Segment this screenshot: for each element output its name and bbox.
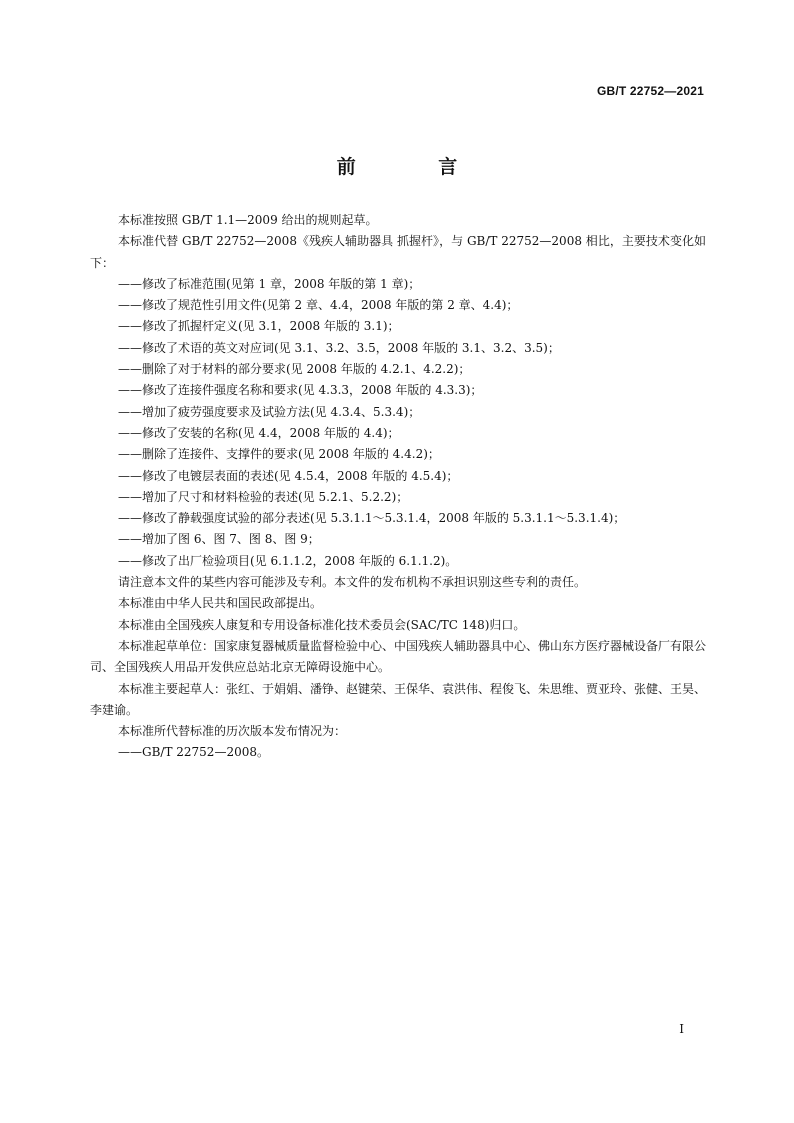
paragraph-patent-notice: 请注意本文件的某些内容可能涉及专利。本文件的发布机构不承担识别这些专利的责任。	[118, 575, 587, 590]
page-number: I	[679, 1022, 684, 1036]
list-item: ——修改了术语的英文对应词(见 3.1、3.2、3.5，2008 年版的 3.1、3.2、3.5)；	[118, 340, 560, 355]
list-item: ——修改了静载强度试验的部分表述(见 5.3.1.1～5.3.1.4，2008 年版的 5.3.1.1～5.3.1.4)；	[118, 511, 626, 526]
history-item: ——GB/T 22752—2008。	[118, 745, 269, 760]
list-item: ——修改了标准范围(见第 1 章，2008 年版的第 1 章)；	[118, 276, 421, 291]
list-item: ——增加了尺寸和材料检验的表述(见 5.2.1、5.2.2)；	[118, 489, 409, 504]
list-item: ——删除了连接件、支撑件的要求(见 2008 年版的 4.4.2)；	[118, 447, 440, 462]
list-item: ——增加了疲劳强度要求及试验方法(见 4.3.4、5.3.4)；	[118, 404, 421, 419]
list-item: ——修改了规范性引用文件(见第 2 章、4.4，2008 年版的第 2 章、4.4)；	[118, 298, 519, 313]
list-item: ——删除了对于材料的部分要求(见 2008 年版的 4.2.1、4.2.2)；	[118, 362, 471, 377]
paragraph-drafting-units: 本标准起草单位：国家康复器械质量监督检验中心、中国残疾人辅助器具中心、佛山东方医疗器械设备厂有限公司、全国残疾人用品开发供应总站北京无障碍设施中心。	[90, 638, 707, 675]
paragraph-history: 本标准所代替标准的历次版本发布情况为：	[118, 724, 347, 739]
paragraph-drafting-rules: 本标准按照 GB/T 1.1—2009 给出的规则起草。	[118, 213, 378, 227]
list-item: ——修改了连接件强度名称和要求(见 4.3.3，2008 年版的 4.3.3)；	[118, 383, 483, 398]
list-item: ——修改了出厂检验项目(见 6.1.1.2，2008 年版的 6.1.1.2)。	[118, 553, 458, 568]
list-item: ——修改了安装的名称(见 4.4，2008 年版的 4.4)；	[118, 425, 400, 440]
changes-list	[90, 274, 706, 572]
foreword-body	[90, 210, 706, 764]
list-item: ——增加了图 6、图 7、图 8、图 9；	[118, 532, 320, 547]
paragraph-committee: 本标准由全国残疾人康复和专用设备标准化技术委员会(SAC/TC 148)归口。	[118, 617, 526, 632]
paragraph-replaces: 本标准代替 GB/T 22752—2008《残疾人辅助器具 抓握杆》，与 GB/T 22752—2008 相比，主要技术变化如下：	[90, 234, 706, 270]
page-title: 前 言	[336, 156, 496, 178]
list-item: ——修改了电镀层表面的表述(见 4.5.4，2008 年版的 4.5.4)；	[118, 468, 459, 483]
standard-code: GB/T 22752—2021	[596, 84, 704, 98]
list-item: ——修改了抓握杆定义(见 3.1，2008 年版的 3.1)；	[118, 319, 400, 334]
paragraph-proposer: 本标准由中华人民共和国民政部提出。	[118, 596, 323, 611]
paragraph-drafters: 本标准主要起草人：张红、于娟娟、潘铮、赵键荣、王保华、袁洪伟、程俊飞、朱思维、贾亚玲、张健、王昊、李建谕。	[90, 681, 707, 717]
